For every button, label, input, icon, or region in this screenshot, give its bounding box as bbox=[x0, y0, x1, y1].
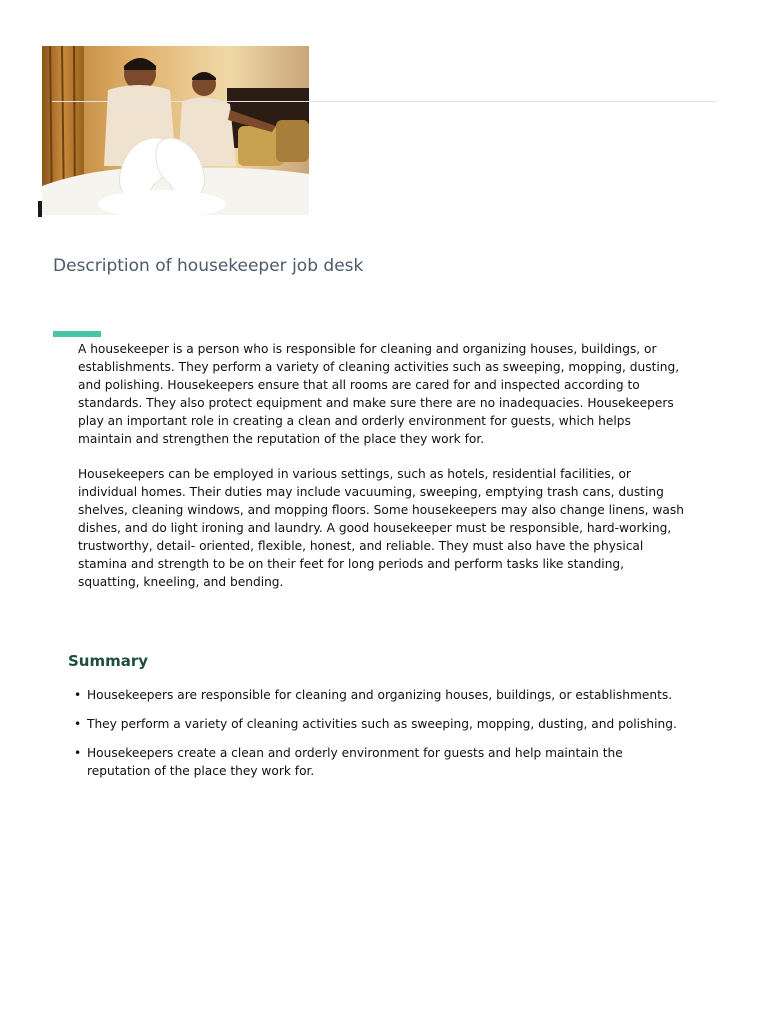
summary-heading: Summary bbox=[68, 652, 149, 670]
summary-item bbox=[74, 715, 684, 733]
summary-item-text: Housekeepers are responsible for cleaning and organizing houses, buildings, or establishments. bbox=[87, 688, 673, 702]
summary-list bbox=[74, 686, 684, 791]
summary-item-text: They perform a variety of cleaning activities such as sweeping, mopping, dusting, and polishing. bbox=[87, 717, 677, 731]
document-title: Description of housekeeper job desk bbox=[53, 256, 364, 276]
body-paragraph-2: Housekeepers can be employed in various settings, such as hotels, residential facilities, or individual homes. Their duties may include vacuuming, sweeping, emptying trash cans, dusting shelves, cleaning windows, and mopping floors. Some housekeepers may also change linens, wash dishes, and do light ironing and laundry. A good housekeeper must be responsible, hard-working, trustworthy, detail- oriented, flexible, honest, and reliable. They must also have the physical stamina and strength to be on their feet for long periods and perform tasks like standing, squatting, kneeling, and bending. bbox=[78, 467, 684, 589]
bullet-icon: • bbox=[74, 688, 82, 702]
body-paragraph-1: A housekeeper is a person who is responsible for cleaning and organizing houses, buildings, or establishments. They perform a variety of cleaning activities such as sweeping, mopping, dusting, and polishing. Housekeepers ensure that all rooms are cared for and inspected according to standards. They also protect equipment and make sure there are no inadequacies. Housekeepers play an important role in creating a clean and orderly environment for guests, which helps maintain and strengthen the reputation of the place they work for. bbox=[78, 342, 680, 446]
bullet-icon: • bbox=[74, 717, 82, 731]
summary-item-text: Housekeepers create a clean and orderly environment for guests and help maintain the reputation of the place they work for. bbox=[87, 746, 623, 778]
bullet-icon: • bbox=[74, 746, 82, 760]
accent-bar bbox=[53, 331, 101, 337]
summary-item bbox=[74, 686, 684, 704]
corner-marker bbox=[38, 201, 42, 217]
hero-photo-housekeepers-towel-swans bbox=[42, 46, 309, 215]
header-divider bbox=[52, 101, 716, 102]
summary-item bbox=[74, 744, 684, 780]
